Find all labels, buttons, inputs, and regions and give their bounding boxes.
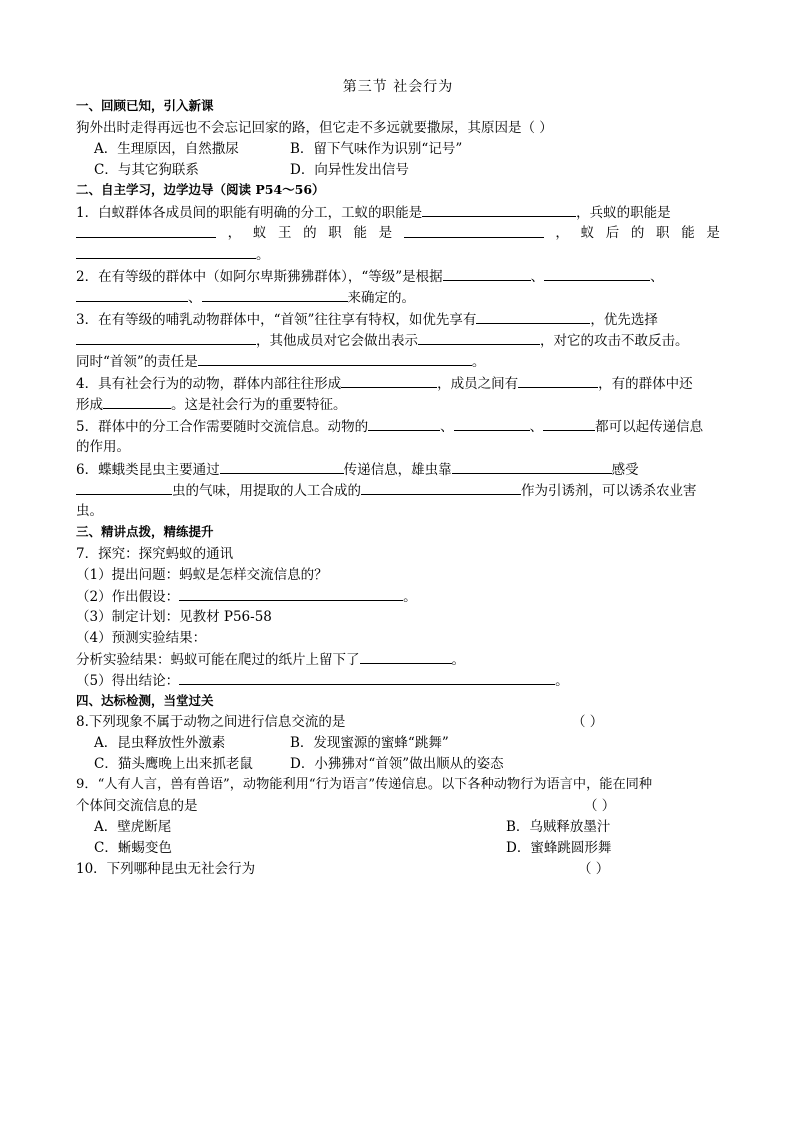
q1-comma: ， <box>227 225 242 241</box>
answer-blank[interactable] <box>454 416 530 431</box>
q1-char: 能 <box>681 225 695 241</box>
analysis-line <box>76 649 465 669</box>
step-2-label: （2）作出假设： <box>76 589 180 605</box>
q4-text-d: 形成 <box>76 397 103 413</box>
answer-blank[interactable] <box>443 266 531 281</box>
q9-option-a: A．壁虎断尾 <box>94 819 172 835</box>
q4-text-e: 。这是社会行为的重要特征。 <box>171 397 347 413</box>
inquiry-step-3: （3）制定计划：见教材 P56-58 <box>76 609 272 625</box>
question-3-line-3 <box>76 351 485 371</box>
option-a: A．生理原因，自然撒尿 <box>94 141 239 157</box>
q1-char: 是 <box>706 225 720 241</box>
step-5-period: 。 <box>555 673 569 689</box>
inquiry-step-4: （4）预测实验结果： <box>76 630 207 646</box>
answer-blank[interactable] <box>418 330 540 345</box>
analysis-period: 。 <box>451 652 465 668</box>
section-4-heading: 四、达标检测，当堂过关 <box>76 693 214 708</box>
inquiry-step-1: （1）提出问题：蚂蚁是怎样交流信息的？ <box>76 567 328 583</box>
answer-blank[interactable] <box>76 330 256 345</box>
q9-option-c: C．蜥蜴变色 <box>94 840 172 856</box>
q3-text-e: 同时“首领”的责任是 <box>76 354 198 370</box>
question-5-line-2: 的作用。 <box>76 439 130 455</box>
answer-blank[interactable] <box>341 373 437 388</box>
question-3-line-1 <box>76 309 658 329</box>
q1-char: 的 <box>630 225 645 241</box>
q1-period: 。 <box>256 247 270 263</box>
q9-option-b: B．乌贼释放墨汁 <box>506 819 611 835</box>
q9-option-d: D．蜜蜂跳圆形舞 <box>506 840 612 856</box>
question-7-title: 7．探究：探究蚂蚁的通讯 <box>76 546 234 562</box>
q1-char: 的 <box>303 225 317 241</box>
question-8-answer-paren[interactable]: （ ） <box>572 714 604 730</box>
question-2-line-2 <box>76 287 415 307</box>
q1-char: 能 <box>353 225 367 241</box>
section-2-heading: 二、自主学习，边学边导（阅读 P54～56） <box>76 182 325 197</box>
question-1-line-3 <box>76 244 270 264</box>
question-9-line-2: 个体间交流信息的是 <box>76 798 198 814</box>
q1-comma: ， <box>555 225 569 241</box>
q2-text-a: 2．在有等级的群体中（如阿尔卑斯狒狒群体），“等级”是根据 <box>76 269 443 285</box>
answer-blank[interactable] <box>544 266 650 281</box>
q8-option-d: D．小狒狒对“首领”做出顺从的姿态 <box>290 756 504 772</box>
question-6-line-1 <box>76 459 639 479</box>
question-1-line-1 <box>76 202 671 222</box>
answer-blank[interactable] <box>543 416 595 431</box>
question-8: 8.下列现象不属于动物之间进行信息交流的是 <box>76 714 346 730</box>
question-10: 10．下列哪种昆虫无社会行为 <box>76 861 256 877</box>
answer-blank[interactable] <box>76 244 256 259</box>
answer-blank[interactable] <box>360 649 452 664</box>
q1-char: 是 <box>378 225 393 241</box>
question-1-line-2 <box>76 223 720 243</box>
inquiry-step-2 <box>76 586 417 606</box>
answer-blank[interactable] <box>76 480 172 495</box>
q5-text-a: 5．群体中的分工合作需要随时交流信息。动物的 <box>76 419 369 435</box>
question-9-answer-paren[interactable]: （ ） <box>584 798 616 814</box>
analysis-text: 分析实验结果：蚂蚁可能在爬过的纸片上留下了 <box>76 652 360 668</box>
q6-text-e: 作为引诱剂，可以诱杀农业害 <box>521 483 697 499</box>
q2-sep: 、 <box>530 269 545 285</box>
q1-char: 职 <box>328 225 342 241</box>
answer-blank[interactable] <box>76 287 188 302</box>
q6-text-c: 感受 <box>611 462 639 478</box>
question-4-line-1 <box>76 373 693 393</box>
q5-sep: 、 <box>440 419 454 435</box>
answer-blank[interactable] <box>404 223 544 238</box>
question-6-line-2 <box>76 480 697 500</box>
answer-blank[interactable] <box>220 459 344 474</box>
q6-text-d: 虫的气味，用提取的人工合成的 <box>172 483 361 499</box>
answer-blank[interactable] <box>476 309 590 324</box>
answer-blank[interactable] <box>179 586 403 601</box>
q4-text-c: ，有的群体中还 <box>598 376 693 392</box>
q1-char: 职 <box>656 225 670 241</box>
option-d: D．向异性发出信号 <box>290 162 409 178</box>
answer-blank[interactable] <box>198 351 472 366</box>
answer-blank[interactable] <box>179 670 555 685</box>
q3-text-d: ，对它的攻击不敢反击。 <box>540 333 689 349</box>
question-10-answer-paren[interactable]: （ ） <box>578 861 610 877</box>
q1-char: 王 <box>277 225 292 241</box>
q6-text-b: 传递信息，雄虫靠 <box>343 462 452 478</box>
step-2-period: 。 <box>403 589 417 605</box>
step-5-label: （5）得出结论： <box>76 673 180 689</box>
section-1-heading: 一、回顾已知，引入新课 <box>76 98 214 113</box>
option-b: B．留下气味作为识别“记号” <box>290 141 463 157</box>
q1-char: 蚁 <box>580 225 595 241</box>
answer-blank[interactable] <box>103 394 171 409</box>
page-title: 第三节 社会行为 <box>342 79 454 95</box>
q4-text-b: ，成员之间有 <box>437 376 519 392</box>
question-intro: 狗外出时走得再远也不会忘记回家的路，但它走不多远就要撒尿，其原因是（ ） <box>76 120 553 136</box>
answer-blank[interactable] <box>452 459 612 474</box>
answer-blank[interactable] <box>368 416 440 431</box>
answer-blank[interactable] <box>422 202 576 217</box>
q2-sep: 、 <box>188 290 202 306</box>
q1-text-b: ，兵蚁的职能是 <box>576 205 671 221</box>
q3-text-c: ，其他成员对它会做出表示 <box>256 333 418 349</box>
answer-blank[interactable] <box>518 373 598 388</box>
q3-text-b: ，优先选择 <box>590 312 658 328</box>
question-3-line-2 <box>76 330 689 350</box>
q1-text-a: 1．白蚁群体各成员间的职能有明确的分工，工蚁的职能是 <box>76 205 423 221</box>
q5-sep: 、 <box>529 419 544 435</box>
q8-option-b: B．发现蜜源的蜜蜂“跳舞” <box>290 735 449 751</box>
question-5-line-1 <box>76 416 703 436</box>
q1-char: 蚁 <box>252 225 267 241</box>
question-2-line-1 <box>76 266 664 286</box>
inquiry-step-5 <box>76 670 569 690</box>
answer-blank[interactable] <box>76 223 216 238</box>
q3-text-f: 。 <box>471 354 486 370</box>
q6-text-a: 6．蝶蛾类昆虫主要通过 <box>76 462 220 478</box>
q8-option-a: A．昆虫释放性外激素 <box>94 735 226 751</box>
question-9-line-1: 9．“人有人言，兽有兽语”，动物能利用“行为语言”传递信息。以下各种动物行为语言中，能在同种 <box>76 777 653 792</box>
answer-blank[interactable] <box>361 480 521 495</box>
q8-option-c: C．猫头鹰晚上出来抓老鼠 <box>94 756 253 772</box>
option-c: C．与其它狗联系 <box>94 162 199 178</box>
q1-char: 后 <box>605 225 620 241</box>
q5-text-d: 都可以起传递信息 <box>595 419 704 435</box>
q3-text-a: 3．在有等级的哺乳动物群体中，“首领”往往享有特权，如优先享有 <box>76 312 477 328</box>
q4-text-a: 4．具有社会行为的动物，群体内部往往形成 <box>76 376 342 392</box>
answer-blank[interactable] <box>202 287 348 302</box>
q2-text-e: 来确定的。 <box>347 290 415 306</box>
section-3-heading: 三、精讲点拨，精练提升 <box>76 524 214 539</box>
q2-sep: 、 <box>650 269 664 285</box>
question-6-line-3: 虫。 <box>76 503 103 519</box>
question-4-line-2 <box>76 394 347 414</box>
